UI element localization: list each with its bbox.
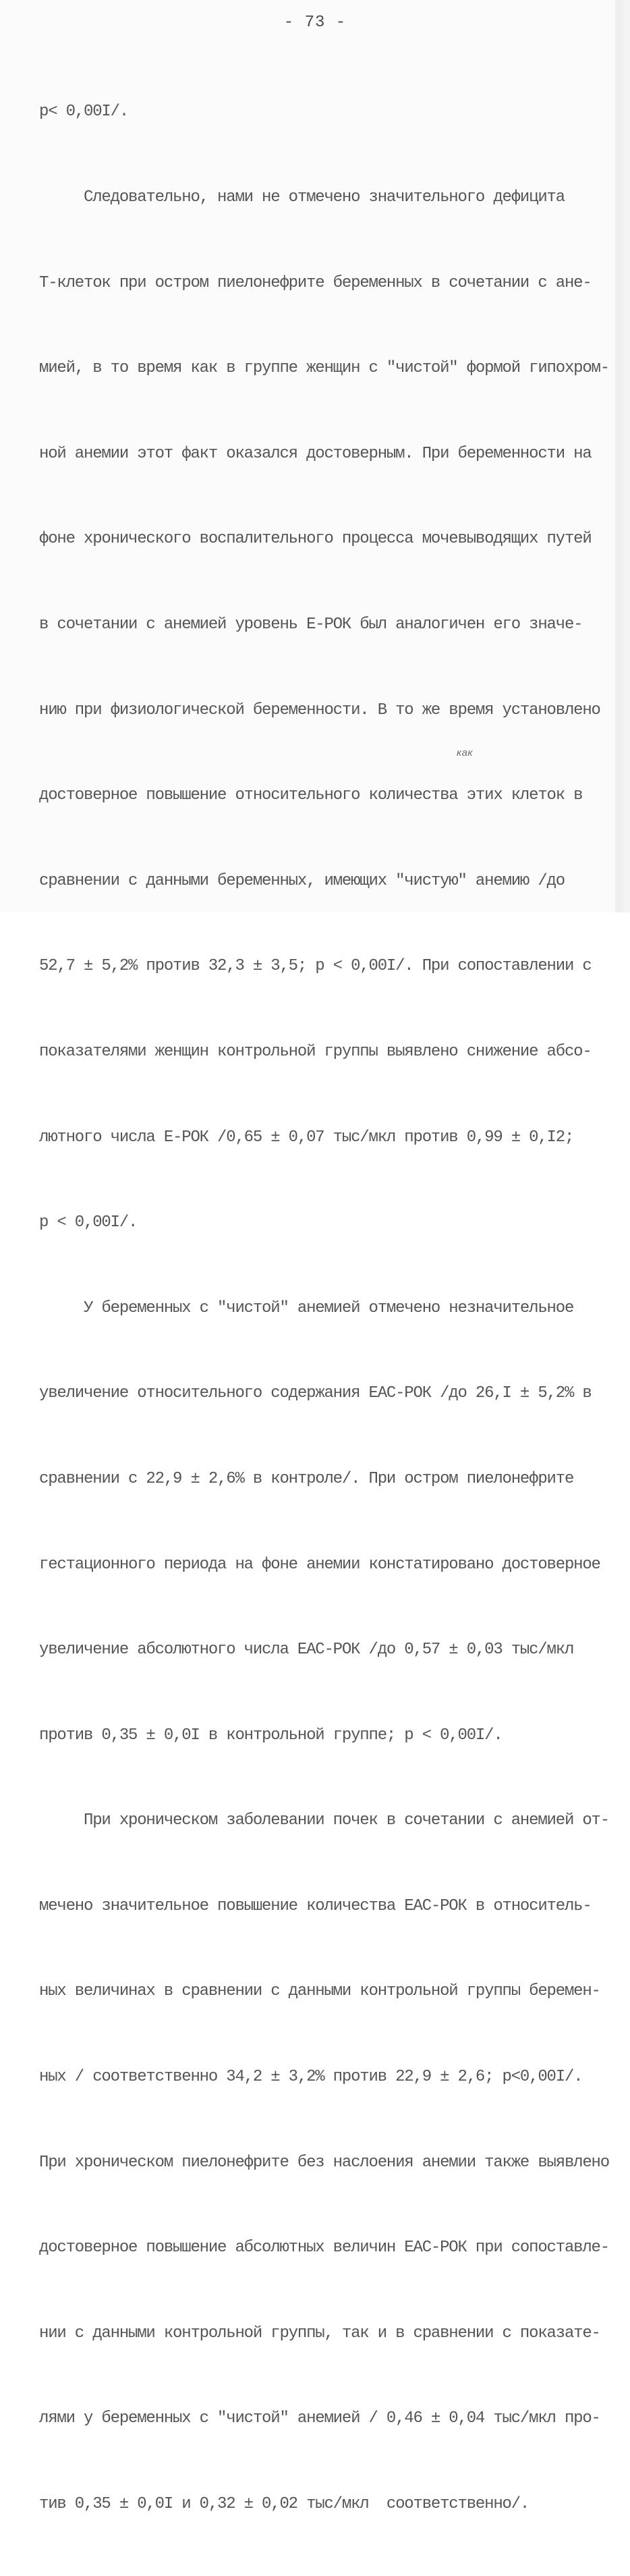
- text-line: При хроническом пиелонефрите без наслоения анемии также выявлено: [39, 2153, 609, 2172]
- text-line: фоне хронического воспалительного процесса мочевыводящих путей: [39, 530, 592, 549]
- text-line: в сочетании с анемией уровень Е-РОК был аналогичен его значе-: [39, 615, 583, 634]
- text-line: Следовательно, нами не отмечено значительного дефицита: [39, 188, 565, 207]
- text-line: 52,7 ± 5,2% против 32,3 ± 3,5; p < 0,00I/. При сопоставлении с: [39, 957, 592, 976]
- text-line: тив 0,35 ± 0,0I и 0,32 ± 0,02 тыс/мкл соответственно/.: [39, 2495, 529, 2514]
- text-line: мией, в то время как в группе женщин с "чистой" формой гипохром-: [39, 359, 609, 378]
- text-line: p< 0,00I/.: [39, 103, 129, 121]
- text-line: У беременных с "чистой" анемией отмечено незначительное: [39, 1298, 574, 1317]
- text-line: достоверное повышение относительного количества этих клеток в: [39, 786, 583, 805]
- text-line: При хроническом заболевании почек в сочетании с анемией от-: [39, 1811, 609, 1830]
- handwritten-insert: как: [457, 747, 474, 759]
- text-line: ной анемии этот факт оказался достоверным. При беременности на: [39, 444, 592, 463]
- text-line: ных / соответственно 34,2 ± 3,2% против 22,9 ± 2,6; p<0,00I/.: [39, 2068, 583, 2087]
- text-line: против 0,35 ± 0,0I в контрольной группе; p < 0,00I/.: [39, 1726, 503, 1745]
- text-line: гестационного периода на фоне анемии констатировано достоверное: [39, 1555, 600, 1574]
- text-line: нию при физиологической беременности. В то же время установлено: [39, 701, 600, 719]
- page-number: - 73 -: [283, 13, 347, 32]
- text-line: лютного числа Е-РОК /0,65 ± 0,07 тыс/мкл против 0,99 ± 0,I2;: [39, 1128, 574, 1147]
- text-line: сравнении с 22,9 ± 2,6% в контроле/. При остром пиелонефрите: [39, 1469, 574, 1488]
- text-line: лями у беременных с "чистой" анемией / 0,46 ± 0,04 тыс/мкл про-: [39, 2409, 600, 2428]
- text-line: сравнении с данными беременных, имеющих "чистую" анемию /до: [39, 871, 565, 890]
- scan-edge: [615, 0, 623, 912]
- document-body: [39, 41, 609, 2576]
- text-line: увеличение абсолютного числа ЕАС-РОК /до 0,57 ± 0,03 тыс/мкл: [39, 1641, 574, 1660]
- text-line: показателями женщин контрольной группы выявлено снижение абсо-: [39, 1042, 592, 1061]
- text-line: увеличение относительного содержания ЕАС-РОК /до 26,I ± 5,2% в: [39, 1384, 592, 1403]
- text-line: ных величинах в сравнении с данными контрольной группы беремен-: [39, 1982, 600, 2001]
- text-line: нии с данными контрольной группы, так и в сравнении с показате-: [39, 2324, 600, 2342]
- text-line: Т-клеток при остром пиелонефрите беременных в сочетании с ане-: [39, 273, 592, 292]
- text-line: достоверное повышение абсолютных величин ЕАС-РОК при сопоставле-: [39, 2239, 609, 2257]
- text-line: p < 0,00I/.: [39, 1213, 138, 1232]
- text-line: мечено значительное повышение количества ЕАС-РОК в относитель-: [39, 1896, 592, 1915]
